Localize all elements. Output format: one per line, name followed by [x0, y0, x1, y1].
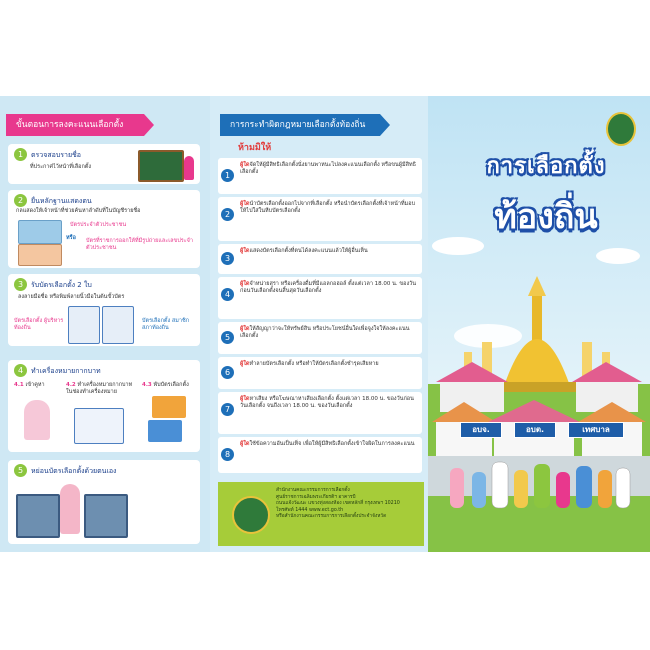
voter-casting-illustration: [60, 484, 80, 534]
rule-8: [218, 437, 422, 473]
panel-cover: [428, 96, 650, 552]
ballot-illustration-2: [102, 306, 134, 344]
sign-municipality: เทศบาล: [568, 422, 624, 438]
sign-provincial-admin: อบจ.: [460, 422, 502, 438]
step-3-title: รับบัตรเลือกตั้ง 2 ใบ: [31, 281, 92, 289]
voter-in-booth-illustration: [24, 400, 50, 440]
step-4-1-number: 4.1: [14, 382, 24, 388]
cover-illustration: [428, 96, 650, 552]
rule-1: [218, 158, 422, 194]
ballot-box-illustration-1: [16, 494, 60, 538]
step-4-2-text: ทำเครื่องหมายกากบาทในช่องทำเครื่องหมาย: [66, 382, 133, 395]
rule-3: [218, 244, 422, 274]
cloud-1: [432, 237, 484, 255]
voter-list-board-illustration: [138, 150, 184, 182]
step-4-3-number: 4.3: [142, 382, 152, 388]
rule-7-text: หาเสียง หรือโฆษณาหาเสียงเลือกตั้ง ตั้งแต่เวลา 18.00 น. ของวันก่อนวันเลือกตั้ง จนถึงเวลา 18.00 น. ของวันเลือกตั้ง: [240, 396, 414, 409]
step-1-title: ตรวจสอบรายชื่อ: [31, 151, 82, 159]
step-2-or: หรือ: [66, 235, 76, 241]
rule-6: [218, 357, 422, 389]
contact-box: [218, 482, 424, 546]
step-2-text: กลแสดงให้เจ้าหน้าที่ช่วยค้นหาลำดับที่ในบัญชีรายชื่อ: [16, 208, 141, 214]
step-2-item-1: บัตรประจำตัวประชาชน: [70, 222, 127, 228]
voter-figure-illustration: [184, 156, 194, 180]
rule-5-lead: ผู้ใด: [240, 326, 250, 332]
step-4-number: 4: [14, 364, 27, 377]
step-4-3-text: พับบัตรเลือกตั้ง: [153, 382, 189, 388]
rule-5: [218, 322, 422, 354]
rule-4-number: 4: [221, 288, 234, 301]
step-3: [8, 274, 200, 346]
folded-ballot-illustration-2: [148, 420, 182, 442]
contact-line-4: โทรศัพท์ 1444 www.ect.go.th: [276, 507, 344, 513]
rule-7-number: 7: [221, 403, 234, 416]
step-4-2-number: 4.2: [66, 382, 76, 388]
step-4-1: [14, 382, 68, 389]
election-offenses-header: การกระทำผิดกฎหมายเลือกตั้งท้องถิ่น: [220, 114, 380, 136]
ballot-illustration-1: [68, 306, 100, 344]
step-2-title: ยื่นหลักฐานแสดงตน: [31, 197, 92, 205]
id-card-illustration: [18, 220, 62, 244]
step-5: [8, 460, 200, 544]
rule-6-text: ทำลายบัตรเลือกตั้ง หรือทำให้บัตรเลือกตั้งชำรุดเสียหาย: [249, 361, 379, 367]
ect-logo-icon: [232, 496, 270, 534]
rule-6-number: 6: [221, 366, 234, 379]
rule-1-text: จัดให้ผู้มีสิทธิเลือกตั้งนั่งยานพาหนะไปลงคะแนนเลือกตั้ง หรือขนผู้มีสิทธิเลือกตั้ง: [240, 162, 416, 175]
rule-5-text: ให้สัญญาว่าจะให้ทรัพย์สิน หรือประโยชน์อื่นใดเพื่อจูงใจให้ลงคะแนนเลือกตั้ง: [240, 326, 410, 339]
marked-ballot-illustration: [74, 408, 124, 444]
rule-5-number: 5: [221, 331, 234, 344]
step-3-local-council-ballot: บัตรเลือกตั้ง สมาชิกสภาท้องถิ่น: [142, 318, 190, 331]
rule-3-text: แสดงบัตรเลือกตั้งที่ตนได้ลงคะแนนแล้วให้ผู้อื่นเห็น: [249, 248, 368, 254]
step-2-number: 2: [14, 194, 27, 207]
step-1-text: ที่ประกาศไว้หน้าที่เลือกตั้ง: [30, 164, 92, 170]
step-5-number: 5: [14, 464, 27, 477]
rule-2-text: นำบัตรเลือกตั้งออกไปจากที่เลือกตั้ง หรือนำบัตรเลือกตั้งที่เจ้าหน้าที่มอบให้ไปใส่ในหีบบัตรเลือกตั้ง: [240, 201, 416, 214]
step-1-number: 1: [14, 148, 27, 161]
rule-8-lead: ผู้ใด: [240, 441, 250, 447]
contact-line-3: ถนนแจ้งวัฒนะ แขวงทุ่งสองห้อง เขตหลักสี่ กรุงเทพฯ 10210: [276, 501, 400, 507]
rule-1-lead: ผู้ใด: [240, 162, 250, 168]
sign-subdistrict-admin: อบต.: [514, 422, 556, 438]
rule-2: [218, 197, 422, 241]
step-3-text: ลงลายมือชื่อ หรือพิมพ์ลายนิ้วมือในต้นขั้วบัตร: [18, 294, 125, 300]
rule-3-number: 3: [221, 252, 234, 265]
rule-4-text: จำหน่ายสุรา หรือเครื่องดื่มที่มีแอลกอฮอล์ ตั้งแต่เวลา 18.00 น. ของวันก่อนวันเลือกตั้งจนสิ้นสุดวันเลือกตั้ง: [240, 281, 416, 294]
contact-line-5: หรือสำนักงานคณะกรรมการการเลือกตั้งประจำจังหวัด: [276, 514, 387, 520]
rule-2-lead: ผู้ใด: [240, 201, 250, 207]
step-4-2: [66, 382, 138, 396]
ballot-box-illustration-2: [84, 494, 128, 538]
rule-8-number: 8: [221, 448, 234, 461]
cloud-2: [596, 248, 640, 264]
step-4: [8, 360, 200, 452]
step-2: [8, 190, 200, 268]
step-2-item-2: บัตรที่ราชการออกให้ที่มีรูปถ่ายและเลขประจำตัวประชาชน: [86, 238, 193, 251]
folded-ballot-illustration-1: [152, 396, 186, 418]
license-card-illustration: [18, 244, 62, 266]
rule-3-lead: ผู้ใด: [240, 248, 250, 254]
rule-7: [218, 392, 422, 434]
rule-1-number: 1: [221, 169, 234, 182]
contact-line-2: ศูนย์ราชการเฉลิมพระเกียรติฯ อาคารบี: [276, 494, 356, 500]
contact-line-1: สำนักงานคณะกรรมการการเลือกตั้ง: [276, 488, 350, 493]
step-4-3: [142, 382, 198, 389]
rule-2-number: 2: [221, 208, 234, 221]
panel-election-offenses: [210, 96, 428, 552]
step-4-1-text: เข้าคูหา: [25, 382, 45, 388]
prohibited-heading: ห้ามมิให้: [238, 143, 272, 153]
voting-steps-header: ขั้นตอนการลงคะแนนเลือกตั้ง: [6, 114, 144, 136]
rule-8-text: ใช้ข้อความอันเป็นเท็จ เพื่อให้ผู้มีสิทธิเลือกตั้งเข้าใจผิดในการลงคะแนน: [249, 441, 415, 447]
step-5-title: หย่อนบัตรเลือกตั้งด้วยตนเอง: [31, 467, 117, 475]
brochure: [0, 96, 650, 552]
cover-title-line-1: การเลือกตั้ง: [486, 154, 606, 179]
rule-6-lead: ผู้ใด: [240, 361, 250, 367]
panel-voting-steps: [0, 96, 210, 552]
cover-title-line-2: ท้องถิ่น: [494, 197, 598, 237]
rule-4: [218, 277, 422, 319]
step-4-title: ทำเครื่องหมายกากบาท: [31, 367, 101, 375]
step-3-local-executive-ballot: บัตรเลือกตั้ง ผู้บริหารท้องถิ่น: [14, 318, 64, 331]
rule-4-lead: ผู้ใด: [240, 281, 250, 287]
rule-7-lead: ผู้ใด: [240, 396, 250, 402]
step-1: [8, 144, 200, 184]
step-3-number: 3: [14, 278, 27, 291]
